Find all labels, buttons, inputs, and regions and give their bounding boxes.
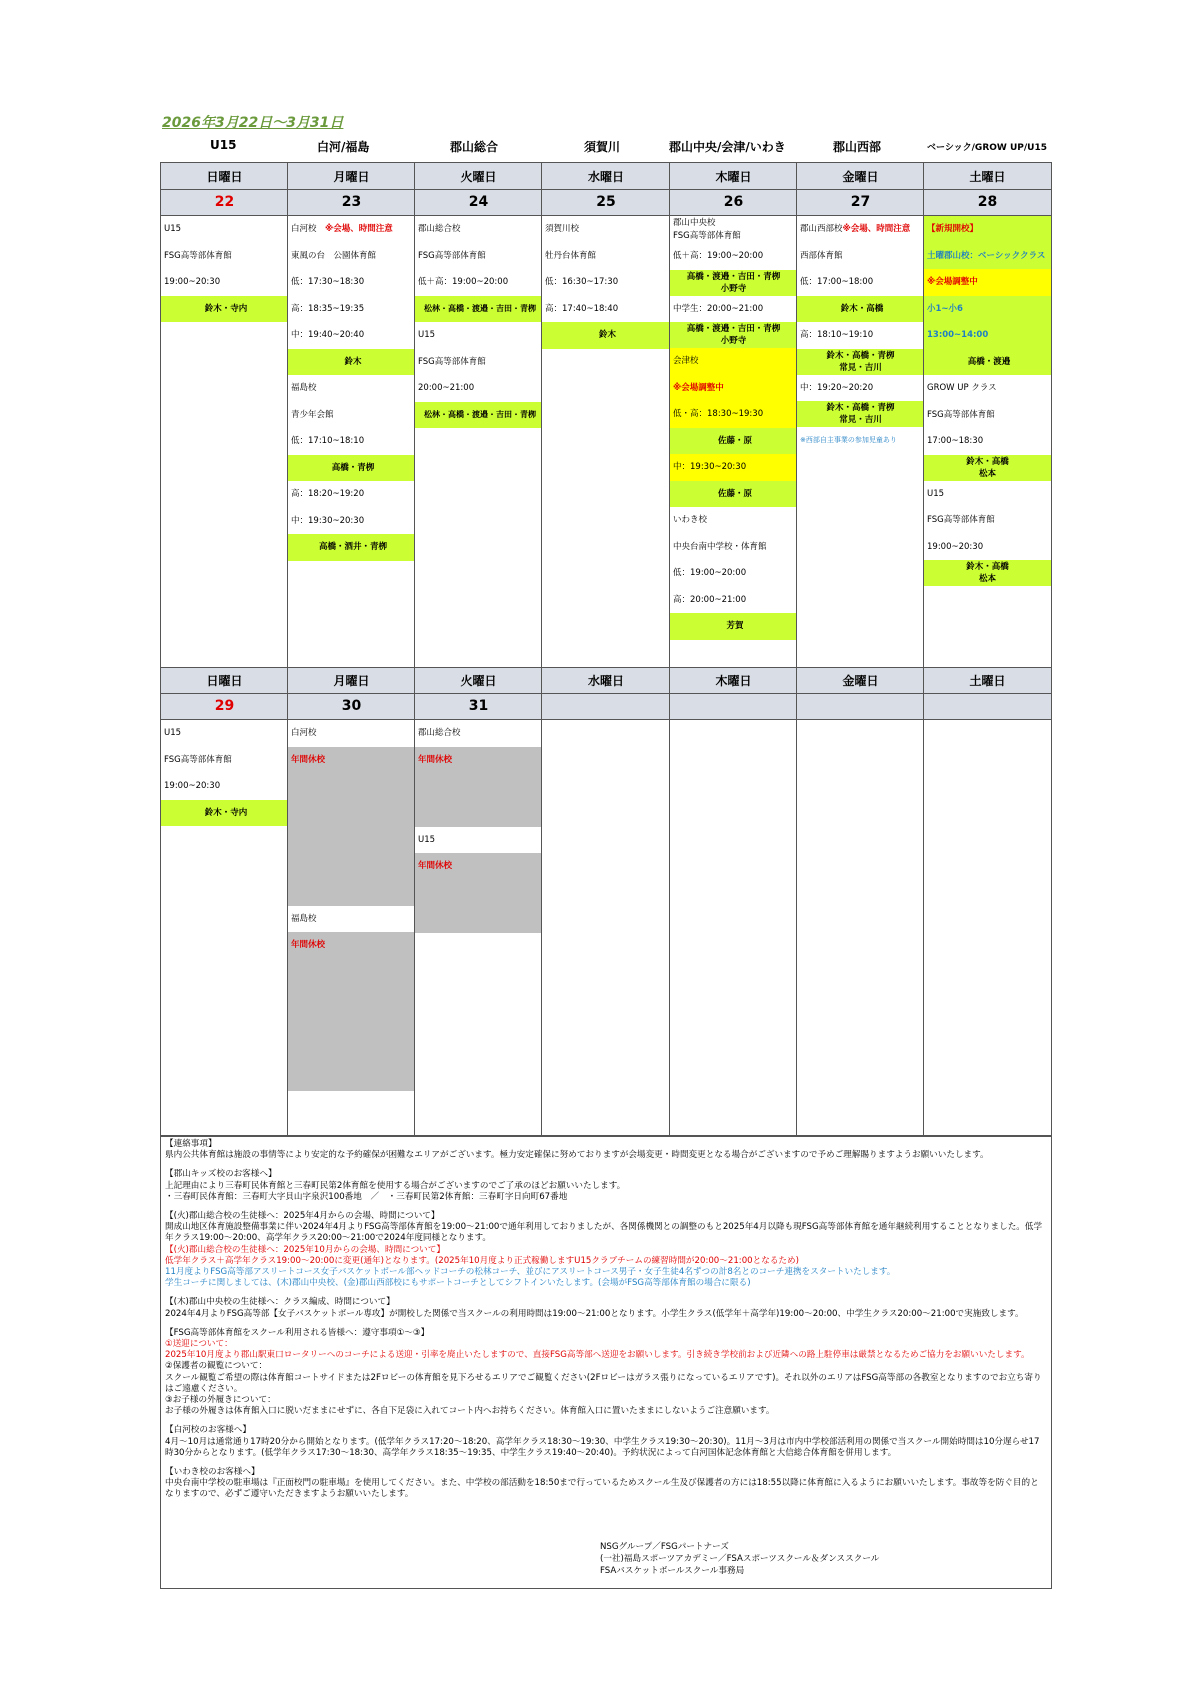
schedule-line: 低＋高：19:00~20:00	[418, 277, 509, 287]
coach-names: 鈴木・寺内	[161, 800, 288, 827]
school-label: 白河/福島	[317, 140, 370, 154]
schedule-line: 小1~小6	[927, 303, 963, 314]
day-header-sat: 土曜日	[924, 667, 1051, 693]
signature-line: (一社)福島スポーツアカデミー／FSAスポーツスクール＆ダンススクール	[600, 1554, 880, 1564]
schedule-line: 高橋・渡邉・吉田・青栁	[686, 324, 781, 334]
schedule-line: 19:00~20:30	[927, 541, 984, 552]
coach-names: 松林・高橋・渡邉・吉田・青栁	[415, 296, 542, 323]
schedule-line: 高：18:10~19:10	[800, 330, 874, 340]
note-line: 11月度よりFSG高等部アスリートコース女子バスケットボール部ヘッドコーチの松林コーチ、並びにアスリートコース男子・女子生徒4名ずつの計8名とのコーチ連携をスタートいたします。	[165, 1267, 896, 1278]
schedule-line: 高：18:20~19:20	[291, 489, 365, 499]
day-cell-sat	[924, 216, 1051, 586]
schedule-line: 17:00~18:30	[927, 436, 984, 446]
schedule-line: 西部体育館	[800, 250, 843, 261]
coach-names: 高橋・渡邉	[924, 349, 1051, 376]
note-gap	[165, 1417, 1047, 1425]
schedule-line: 【新規開校】	[927, 224, 979, 234]
school-label: ベーシック/GROW UP/U15	[927, 143, 1047, 153]
date-cell: 26	[670, 189, 797, 215]
note-line: 【連絡事項】	[165, 1139, 217, 1149]
date-cell: 22	[161, 189, 288, 215]
day-cell-tue	[415, 720, 542, 933]
date-cell	[797, 693, 924, 719]
day-cell-wed	[542, 216, 670, 349]
note-line: 【郡山キッズ校のお客様へ】	[165, 1169, 277, 1180]
note-gap	[165, 1203, 1047, 1211]
note-gap	[165, 1459, 1047, 1467]
school-label: 郡山西部	[833, 140, 882, 154]
schedule-line: 郡山中央校	[673, 218, 716, 228]
date-cell: 24	[415, 189, 542, 215]
schedule-line: 須賀川校	[545, 224, 580, 234]
date-cell: 31	[415, 693, 542, 719]
day-header-sun: 日曜日	[161, 163, 288, 189]
note-line: 2025年10月度より郡山駅東口ロータリーへのコーチによる送迎・引率を廃止いたしますので、直接FSG高等部へ送迎をお願いします。引き続き学校前および近隣への路上駐停車は厳禁となるためご協力をお願いいたします。	[165, 1350, 1030, 1361]
schedule-line: FSG高等部体育館	[164, 250, 232, 261]
schedule-line: U15	[418, 330, 436, 340]
schedule-line: 鈴木・高橋	[966, 562, 1009, 572]
schedule-line: 低：16:30~17:30	[545, 277, 619, 287]
note-gap	[165, 1320, 1047, 1328]
note-line: 【(木)郡山中央校の生徒様へ：クラス編成、時間について】	[165, 1297, 395, 1308]
day-header-tue: 火曜日	[415, 667, 542, 693]
schedule-line: 19:00~20:30	[164, 781, 221, 791]
schedule-line: 松本	[978, 468, 996, 479]
coach-names	[670, 270, 797, 296]
day-header-mon: 月曜日	[288, 667, 415, 693]
note-line: 中央台南中学校の駐車場は『正面校門の駐車場』を使用してください。また、中学校の部活動を18:50まで行っているためスクール生及び保護者の方には18:55以降に体育館に入るようにお願いいたします。事故等を防ぐ目的となりますので、必ずご遵守いただきますようお願いいたします。	[165, 1478, 1039, 1500]
coach-names: 松林・高橋・渡邉・吉田・青栁	[415, 402, 542, 429]
note-line: ③お子様の外履きについて：	[165, 1395, 276, 1406]
note-line: 4月～10月は通常通り17時20分から開始となります。(低学年クラス17:20～18:20、高学年クラス18:30～19:30、中学生クラス19:30～20:30)。11月～3月は市内中学校部活利用の関係で当スクール開始時間は10分遅らせ17時30分からとなります。(低学年クラス17:30～18:30、高学年クラス18:35～19:35、中学生クラス19:40～20:40)。予約状況によって白河国体記念体育館と大信総合体育館を併用します。	[165, 1436, 1040, 1458]
closed-label: 年間休校	[291, 754, 326, 765]
day-cell-fri	[797, 216, 924, 454]
schedule-line: 19:00~20:30	[164, 277, 221, 287]
date-cell: 30	[288, 693, 415, 719]
schedule-line: 中学生：20:00~21:00	[673, 303, 764, 314]
coach-names: 高橋・青栁	[288, 455, 415, 482]
schedule-line: 高：17:40~18:40	[545, 303, 619, 314]
note-line: ①送迎について：	[165, 1339, 233, 1350]
coach-names: 芳賀	[670, 613, 797, 640]
day-header-sat: 土曜日	[924, 163, 1051, 189]
schedule-line: 常見・吉川	[839, 362, 882, 373]
schedule-line: 小野寺	[720, 283, 747, 294]
schedule-line: 松本	[978, 574, 996, 584]
schedule-line: 牡丹台体育館	[545, 250, 597, 261]
schedule-line: ※会場、時間注意	[325, 224, 393, 234]
schedule-line: ※西部自主事業の参加児童あり	[800, 436, 897, 444]
note-line: ②保護者の観覧について：	[165, 1361, 268, 1372]
note-gap	[165, 1161, 1047, 1169]
schedule-line: U15	[164, 728, 182, 738]
schedule-line: 低：17:30~18:30	[291, 277, 365, 287]
note-line: 【いわき校のお客様へ】	[165, 1467, 260, 1478]
day-header-fri: 金曜日	[797, 667, 924, 693]
schedule-line: 中：19:40~20:40	[291, 330, 365, 340]
schedule-line: 高橋・渡邉・吉田・青栁	[686, 271, 781, 282]
schedule-line: 青少年会館	[291, 409, 334, 420]
schedule-line: FSG高等部体育館	[927, 515, 995, 525]
signature-line: NSGグループ／FSGパートナーズ	[600, 1542, 729, 1552]
day-header-wed: 水曜日	[542, 163, 670, 189]
schedule-line	[797, 216, 924, 243]
coach-names: 鈴木・寺内	[161, 296, 288, 323]
schedule-line: 低・高：18:30~19:30	[673, 409, 764, 419]
note-line: スクール観覧ご希望の際は体育館コートサイドまたは2Fロビーの体育館を見下ろせるエリアでご観覧ください(2Fロビーはガラス張りになっているエリアです)。それ以外のエリアはFSG高等部の各教室となりますのでお立ち寄りはご遠慮ください。	[165, 1372, 1042, 1394]
schedule-line: FSG高等部体育館	[673, 231, 741, 241]
schedule-line: FSG高等部体育館	[418, 356, 486, 367]
schedule-line: 郡山総合校	[418, 224, 461, 234]
note-line: 2024年4月よりFSG高等部【女子バスケットボール専攻】が開校した関係で当スクールの利用時間は19:00～21:00となります。小学生クラス(低学年＋高学年)19:00～20:00、中学生クラス20:00～21:00で実施致します。	[165, 1308, 1024, 1319]
date-cell: 23	[288, 189, 415, 215]
schedule-grid	[160, 162, 1052, 1136]
schedule-line: 中央台南中学校・体育館	[673, 541, 767, 552]
note-line: 【(火)郡山総合校の生徒様へ：2025年10月からの会場、時間について】	[165, 1244, 445, 1255]
day-header-tue: 火曜日	[415, 163, 542, 189]
closed-label: 年間休校	[291, 940, 326, 950]
signature-line: FSAバスケットボールスクール事務局	[600, 1566, 745, 1576]
schedule-line: U15	[418, 834, 436, 845]
schedule-line: 中：19:20~20:20	[800, 382, 874, 393]
closed-label: 年間休校	[418, 754, 453, 765]
school-label: U15	[210, 138, 237, 152]
date-cell: 29	[161, 693, 288, 719]
day-cell-sun	[161, 216, 288, 322]
note-line: 県内公共体育館は施設の事情等により安定的な予約確保が困難なエリアがございます。極力安定確保に努めておりますが会場変更・時間変更となる場合がございますので予めご理解賜りますようお願いいたします。	[165, 1150, 989, 1161]
schedule-line: FSG高等部体育館	[164, 754, 232, 765]
coach-names: 鈴木・高橋	[797, 296, 924, 323]
coach-names: 鈴木	[288, 349, 415, 376]
day-cell-sun	[161, 720, 288, 826]
school-header-row	[160, 138, 1052, 156]
coach-names	[797, 401, 924, 427]
school-label: 須賀川	[584, 140, 621, 154]
schedule-line: GROW UP クラス	[927, 383, 997, 393]
date-cell	[670, 693, 797, 719]
date-cell: 28	[924, 189, 1051, 215]
note-line: 【(火)郡山総合校の生徒様へ：2025年4月からの会場、時間について】	[165, 1211, 440, 1222]
note-line: お子様の外履きは体育館入口に脱いだままにせずに、各自下足袋に入れてコート内へお持ちください。体育館入口に置いたままにしないようご注意願います。	[165, 1406, 775, 1417]
coach-names: 佐藤・原	[670, 481, 797, 508]
date-cell: 27	[797, 189, 924, 215]
coach-names	[670, 322, 797, 348]
schedule-line: 低：19:00~20:00	[673, 568, 747, 578]
schedule-line	[288, 216, 415, 243]
schedule-line: 鈴木・高橋	[966, 456, 1009, 467]
date-cell	[924, 693, 1051, 719]
schedule-line: U15	[164, 224, 182, 234]
note-line: 【白河校のお客様へ】	[165, 1425, 251, 1436]
day-cell-mon	[288, 216, 415, 561]
schedule-line: 低：17:00~18:00	[800, 277, 874, 287]
day-header-thu: 木曜日	[670, 667, 797, 693]
note-line: 低学年クラス＋高学年クラス19:00～20:00に変更(通年)となります。(2025年10月度より正式稼働しますU15クラブチームの練習時間が20:00～21:00となるため)	[165, 1255, 799, 1266]
note-line: 開成山地区体育施設整備事業に伴い2024年4月よりFSG高等部体育館を19:00～21:00で通年利用しておりましたが、各関係機関との調整のもと2025年4月以降も現FSG高等部体育館を通年継続利用することとなりました。低学年クラス19:00～20:00、高学年クラス20:00～21:00で2024年度同様となります。	[165, 1222, 1043, 1244]
coach-names: 高橋・酒井・青栁	[288, 534, 415, 561]
schedule-line: 鈴木・高橋・青栁	[826, 350, 895, 361]
schedule-line: 福島校	[291, 913, 317, 924]
school-label: 郡山中央/会津/いわき	[669, 140, 786, 154]
note-line: 上記理由により三春町民体育館と三春町民第2体育館を使用する場合がございますのでご了承のほどお願いいたします。	[165, 1180, 626, 1191]
schedule-line: FSG高等部体育館	[927, 409, 995, 420]
schedule-line: 小野寺	[720, 336, 747, 346]
day-cell-tue	[415, 216, 542, 428]
note-line: 学生コーチに関しましては、(木)郡山中央校、(金)郡山西部校にもサポートコーチとしてシフトインいたします。(会場がFSG高等部体育館の場合に限る)	[165, 1278, 751, 1289]
coach-names: 佐藤・原	[670, 428, 797, 455]
note-line: 【FSG高等部体育館をスクール利用される皆様へ：遵守事項①～③】	[165, 1327, 430, 1338]
schedule-line: 常見・吉川	[839, 415, 882, 425]
closed-label: 年間休校	[418, 861, 453, 871]
schedule-line: U15	[927, 488, 945, 499]
coach-names	[924, 455, 1051, 481]
schedule-line: ※会場、時間注意	[842, 224, 911, 234]
schedule-line: 鈴木・高橋・青栁	[826, 403, 895, 413]
coach-names	[924, 560, 1051, 586]
date-cell	[542, 693, 670, 719]
coach-names	[797, 349, 924, 375]
schedule-line: 中：19:30~20:30	[670, 454, 797, 481]
schedule-line: 低＋高：19:00~20:00	[673, 251, 764, 261]
day-header-thu: 木曜日	[670, 163, 797, 189]
date-cell: 25	[542, 189, 670, 215]
schedule-line: 東風の台 公園体育館	[291, 250, 377, 261]
schedule-line: いわき校	[673, 515, 708, 525]
day-header-sun: 日曜日	[161, 667, 288, 693]
schedule-title: 2026年3月22日～3月31日	[162, 115, 344, 131]
notes-section	[160, 1136, 1052, 1589]
schedule-line: 13:00~14:00	[927, 330, 989, 340]
day-header-wed: 水曜日	[542, 667, 670, 693]
day-cell-mon	[288, 720, 415, 1091]
schedule-line: 低：17:10~18:10	[291, 436, 365, 446]
schedule-line: ※会場調整中	[924, 269, 1051, 296]
schedule-line: 中：19:30~20:30	[291, 515, 365, 526]
schedule-line: 福島校	[291, 383, 317, 393]
schedule-line: 土曜郡山校：ベーシッククラス	[927, 250, 1046, 261]
schedule-line: 会津校	[673, 356, 699, 366]
schedule-line: ※会場調整中	[673, 382, 724, 393]
coach-names: 鈴木	[542, 322, 670, 349]
day-header-mon: 月曜日	[288, 163, 415, 189]
schedule-line: 高：18:35~19:35	[291, 303, 365, 314]
schedule-line: 高：20:00~21:00	[673, 594, 747, 605]
schedule-line: 郡山西部校	[800, 224, 843, 234]
schedule-line: 20:00~21:00	[418, 383, 475, 393]
day-header-fri: 金曜日	[797, 163, 924, 189]
school-label: 郡山総合	[450, 140, 499, 154]
schedule-line: FSG高等部体育館	[418, 250, 486, 261]
schedule-line: 郡山総合校	[418, 728, 461, 738]
day-cell-thu	[670, 216, 797, 640]
note-line: ・三春町民体育館：三春町大字貝山字泉沢100番地 ／ ・三春町民第2体育館：三春町字日向町67番地	[165, 1191, 568, 1202]
schedule-line: 白河校	[291, 728, 317, 738]
schedule-line: 白河校	[291, 224, 317, 234]
